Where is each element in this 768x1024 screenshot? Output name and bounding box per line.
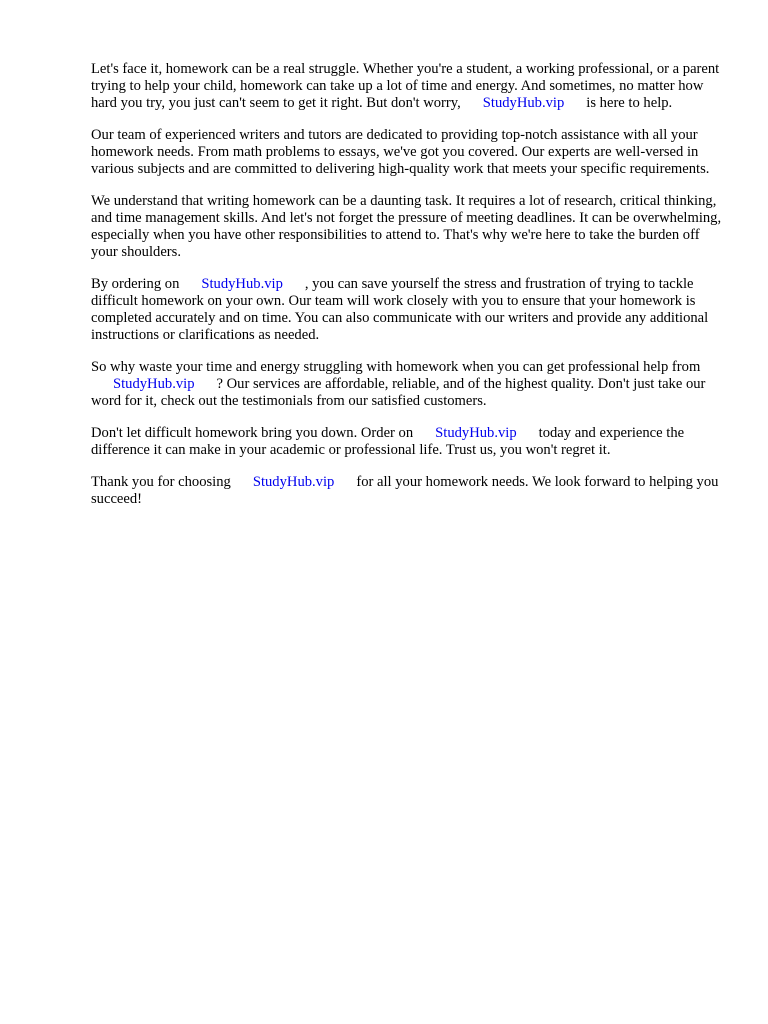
paragraph-ordering-text-before: By ordering on	[91, 276, 180, 292]
studyhub-link[interactable]: StudyHub.vip	[201, 276, 283, 292]
paragraph-thank-you-text-before: Thank you for choosing	[91, 474, 231, 490]
paragraph-dont-let-text-after: today and experience the difference it can make in your academic or professional life. Trust us, you won't regret it.	[91, 425, 685, 458]
paragraph-thank-you	[91, 474, 725, 508]
paragraph-team: Our team of experienced writers and tutors are dedicated to providing top-notch assistance with all your homework needs. From math problems to essays, we've got you covered. Our experts are well-versed in various subjects and are committed to delivering high-quality work that meets your specific requirements.	[91, 127, 710, 177]
paragraph-why-waste-text-after: ? Our services are affordable, reliable, and of the highest quality. Don't just take our word for it, check out the testimonials from our satisfied customers.	[91, 376, 706, 409]
paragraph-ordering	[91, 276, 725, 344]
studyhub-link[interactable]: StudyHub.vip	[482, 95, 565, 111]
paragraph-dont-let-text-before: Don't let difficult homework bring you down. Order on	[91, 425, 414, 441]
document-body	[91, 61, 725, 523]
paragraph-intro-text-after: is here to help.	[586, 95, 673, 111]
studyhub-link[interactable]: StudyHub.vip	[435, 425, 517, 441]
paragraph-thank-you-text-after: for all your homework needs. We look forward to helping you succeed!	[91, 474, 719, 507]
paragraph-why-waste	[91, 359, 725, 410]
studyhub-link[interactable]: StudyHub.vip	[252, 474, 335, 490]
paragraph-intro	[91, 61, 725, 112]
paragraph-why-waste-text-before: So why waste your time and energy struggling with homework when you can get professional help from	[91, 359, 701, 375]
studyhub-link[interactable]: StudyHub.vip	[113, 376, 195, 392]
paragraph-ordering-text-after: , you can save yourself the stress and frustration of trying to tackle difficult homework on your own. Our team will work closely with you to ensure that your homework is completed accurately and on time. You can also communicate with our writers and provide any additional instructions or clarifications as needed.	[91, 276, 709, 343]
paragraph-understand: We understand that writing homework can be a daunting task. It requires a lot of research, critical thinking, and time management skills. And let's not forget the pressure of meeting deadlines. It can be overwhelming, especially when you have other responsibilities to attend to. That's why we're here to take the burden off your shoulders.	[91, 193, 722, 260]
paragraph-intro-text-before: Let's face it, homework can be a real struggle. Whether you're a student, a working professional, or a parent trying to help your child, homework can take up a lot of time and energy. And sometimes, no matter how hard you try, you just can't seem to get it right. But don't worry,	[91, 61, 720, 111]
paragraph-dont-let	[91, 425, 725, 459]
